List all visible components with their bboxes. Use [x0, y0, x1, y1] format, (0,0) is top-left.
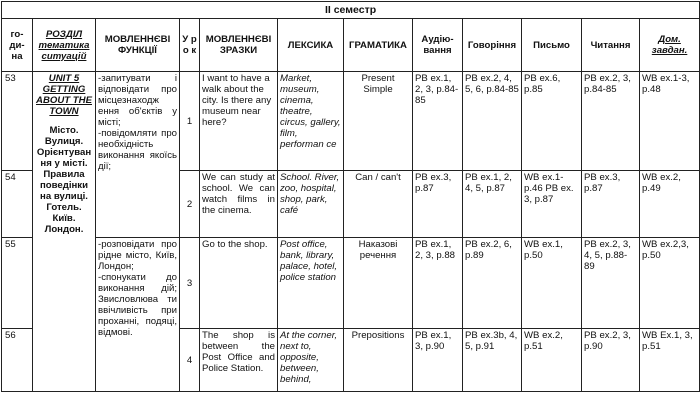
- unit-topics: Місто. Вулиця. Орієнтуван ня у місті. Правила поведінки на вулиці. Готель. Київ. Лондон.: [36, 125, 92, 235]
- header-hours: го-ди-на: [2, 19, 33, 72]
- header-vocab: ЛЕКСИКА: [278, 19, 344, 72]
- reading-cell: PB ex.3, p.87: [582, 171, 640, 238]
- grammar-cell: Prepositions: [344, 329, 413, 392]
- table-row: [2, 72, 700, 171]
- header-listening: Аудію-вання: [413, 19, 463, 72]
- vocab-cell: Post office, bank, library, palace, hotel, police station: [278, 238, 344, 329]
- functions-cell-2: [96, 238, 180, 392]
- writing-cell: WB ex.1, p.50: [522, 238, 582, 329]
- homework-cell: WB ex.1-3, p.48: [640, 72, 700, 171]
- writing-cell: PB ex.6, p.85: [522, 72, 582, 171]
- functions-cell-1: [96, 72, 180, 238]
- header-patterns: МОВЛЕННЄВІ ЗРАЗКИ: [200, 19, 278, 72]
- hour-cell: 54: [2, 171, 33, 238]
- patterns-cell: The shop is between the Post Office and Police Station.: [200, 329, 278, 392]
- curriculum-table: [1, 1, 700, 392]
- hour-cell: 55: [2, 238, 33, 329]
- header-lesson: У р о к: [180, 19, 200, 72]
- patterns-cell: We can study at school. We can watch films in the cinema.: [200, 171, 278, 238]
- patterns-cell: I want to have a walk about the city. Is there any museum near here?: [200, 72, 278, 171]
- homework-cell: WB ex.2, p.49: [640, 171, 700, 238]
- listening-cell: PB ex.1, 2, 3, p.88: [413, 238, 463, 329]
- header-writing: Письмо: [522, 19, 582, 72]
- header-reading: Читання: [582, 19, 640, 72]
- header-section: РОЗДІЛ тематика ситуацій: [33, 19, 96, 72]
- homework-cell: WB ex.2,3, p.50: [640, 238, 700, 329]
- listening-cell: PB ex.1, 2, 3, p.84-85: [413, 72, 463, 171]
- header-speaking: Говоріння: [463, 19, 522, 72]
- semester-row: [2, 2, 700, 19]
- patterns-cell: Go to the shop.: [200, 238, 278, 329]
- header-row: [2, 19, 700, 72]
- writing-cell: WB ex.2, p.51: [522, 329, 582, 392]
- unit-title: UNIT 5 GETTING ABOUT THE TOWN: [36, 73, 92, 117]
- listening-cell: PB ex.3, p.87: [413, 171, 463, 238]
- reading-cell: PB ex.2, 3, p.84-85: [582, 72, 640, 171]
- hour-cell: 56: [2, 329, 33, 392]
- grammar-cell: Наказові речення: [344, 238, 413, 329]
- functions-text-1: -запитувати і відповідати про місцезнаходж ення об'єктів у місті; -повідомляти про необхідність виконання якоїсь дії;: [98, 73, 177, 172]
- grammar-cell: Present Simple: [344, 72, 413, 171]
- vocab-cell: School. River, zoo, hospital, shop, park, café: [278, 171, 344, 238]
- functions-text-2: -розповідати про рідне місто, Київ, Лондон; -спонукати до виконання дій; Звисловлюва ти ввічливість при проханні, подяці, відмові.: [98, 239, 177, 338]
- speaking-cell: PB ex.2, 4, 5, 6, p.84-85: [463, 72, 522, 171]
- speaking-cell: PB ex.2, 6, p.89: [463, 238, 522, 329]
- vocab-cell: Market, museum, cinema, theatre, circus, gallery, film, performan ce: [278, 72, 344, 171]
- writing-cell: WB ex.1-p.46 PB ex. 3, p.87: [522, 171, 582, 238]
- lesson-cell: 4: [180, 329, 200, 392]
- lesson-cell: 2: [180, 171, 200, 238]
- header-grammar: ГРАМАТИКА: [344, 19, 413, 72]
- lesson-cell: 3: [180, 238, 200, 329]
- speaking-cell: PB ex.3b, 4, 5, p.91: [463, 329, 522, 392]
- speaking-cell: PB ex.1, 2, 4, 5, p.87: [463, 171, 522, 238]
- vocab-cell: At the corner, next to, opposite, between, behind,: [278, 329, 344, 392]
- semester-title: ІІ семестр: [2, 2, 700, 19]
- table-row: [2, 238, 700, 329]
- hour-cell: 53: [2, 72, 33, 171]
- header-homework: Дом. завдан.: [640, 19, 700, 72]
- lesson-cell: 1: [180, 72, 200, 171]
- homework-cell: WB Ex.1, 3, p.51: [640, 329, 700, 392]
- reading-cell: PB ex.2, 3, 4, 5, p.88-89: [582, 238, 640, 329]
- unit-cell: [33, 72, 96, 392]
- reading-cell: PB ex.2, 3, p.90: [582, 329, 640, 392]
- listening-cell: PB ex.1, 3, p.90: [413, 329, 463, 392]
- header-functions: МОВЛЕННЄВІ ФУНКЦІЇ: [96, 19, 180, 72]
- grammar-cell: Can / can't: [344, 171, 413, 238]
